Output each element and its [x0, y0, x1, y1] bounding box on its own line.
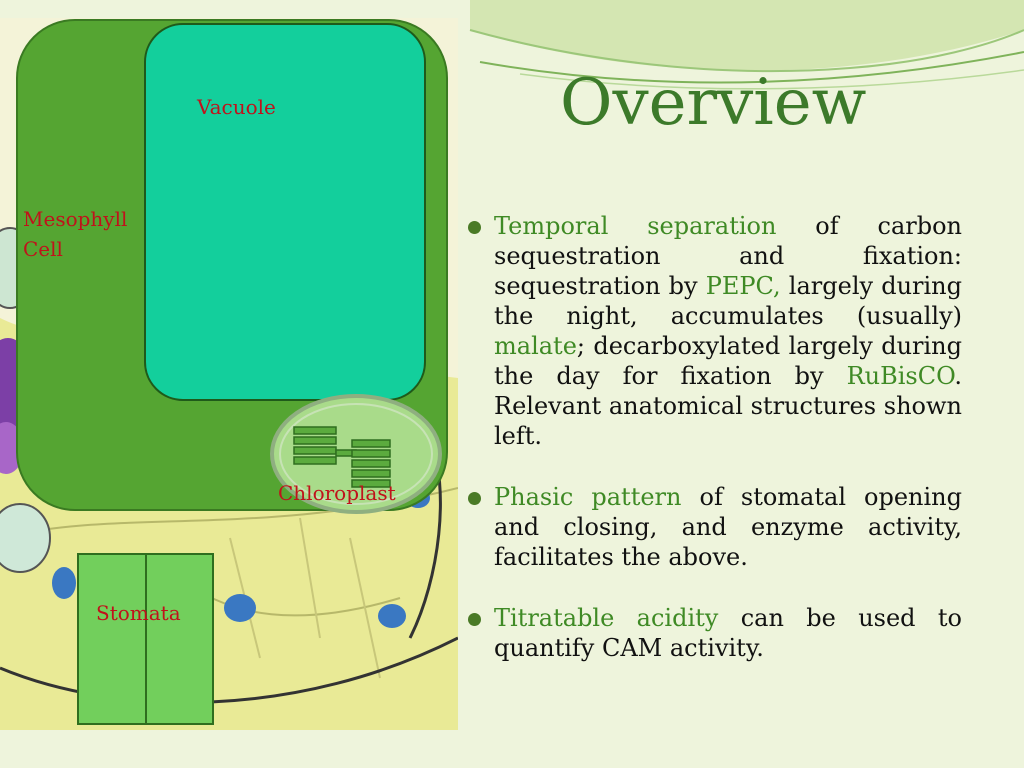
cam-leaf-diagram	[0, 18, 458, 730]
bullet-item	[466, 482, 962, 572]
vacuole-shape	[145, 24, 425, 400]
bullet-text-part: largely during the night, accumulates (usually)	[494, 272, 962, 330]
bullet-text	[494, 212, 962, 450]
bullet-highlight: Phasic pattern	[494, 483, 682, 511]
bullet-text-part: . Relevant anatomical structures shown left.	[494, 362, 962, 450]
bullet-highlight: RuBisCO	[846, 362, 955, 390]
bullet-highlight: Titratable acidity	[494, 604, 719, 632]
slide-title: Overview	[560, 66, 867, 140]
mesophyll-label-line1: Mesophyll	[23, 207, 128, 231]
stomata-shape	[78, 554, 213, 724]
vacuole-label: Vacuole	[197, 95, 276, 119]
bullet-text-part: ; decarboxylated largely during the day for fixation by	[494, 332, 962, 390]
mesophyll-cell-label	[23, 204, 127, 264]
bullet-text-part: of carbon sequestration and fixation: sequestration by	[494, 212, 962, 300]
bullet-highlight: PEPC,	[705, 272, 781, 300]
bullet-text	[494, 483, 962, 571]
leaf-cross-section-illustration	[0, 18, 458, 730]
bullet-text	[494, 604, 962, 662]
bullet-highlight: Temporal separation	[494, 212, 777, 240]
bullet-text-part: of stomatal opening and closing, and enzyme activity, facilitates the above.	[494, 483, 962, 571]
bullet-item	[466, 603, 962, 663]
bullet-highlight: malate	[494, 332, 577, 360]
bullet-item	[466, 211, 962, 451]
mesophyll-label-line2: Cell	[23, 237, 63, 261]
bullet-dot-icon	[468, 221, 481, 234]
bullet-dot-icon	[468, 613, 481, 626]
chloroplast-label: Chloroplast	[278, 481, 396, 505]
bullet-list	[466, 211, 962, 694]
stomata-label: Stomata	[96, 601, 181, 625]
bullet-text-part: can be used to quantify CAM activity.	[494, 604, 962, 662]
bullet-dot-icon	[468, 492, 481, 505]
